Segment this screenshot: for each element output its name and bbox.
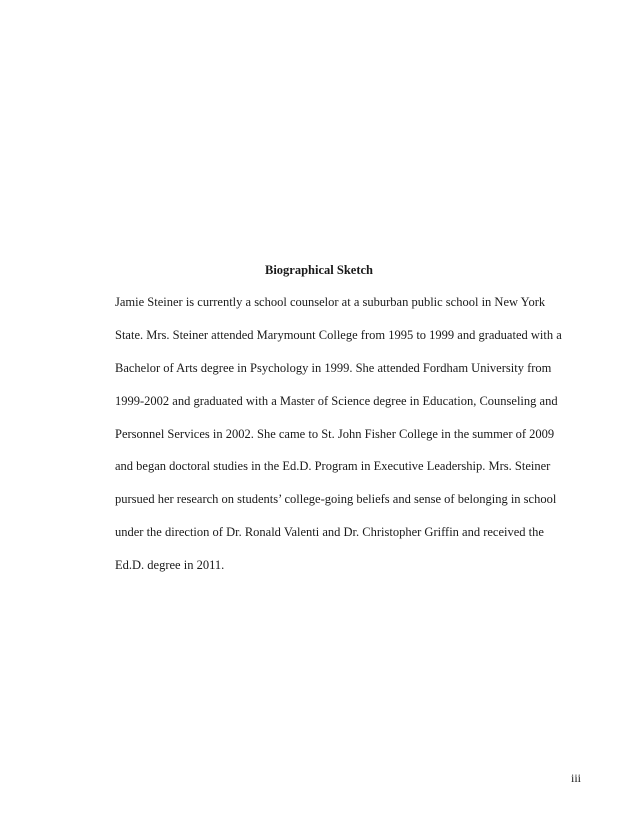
paragraph-line: pursued her research on students’ college-going beliefs and sense of belonging in school <box>115 492 557 507</box>
paragraph-line: under the direction of Dr. Ronald Valenti and Dr. Christopher Griffin and received the <box>115 525 544 540</box>
paragraph-line: Bachelor of Arts degree in Psychology in 1999. She attended Fordham University from <box>115 360 552 375</box>
paragraph-line: Ed.D. degree in 2011. <box>115 558 225 573</box>
paragraph-line: and began doctoral studies in the Ed.D. Program in Executive Leadership. Mrs. Steiner <box>115 459 551 474</box>
paragraph-line: State. Mrs. Steiner attended Marymount College from 1995 to 1999 and graduated with a <box>115 327 562 342</box>
biography-paragraph <box>115 294 575 590</box>
page-number: iii <box>570 771 581 785</box>
paragraph-line: Jamie Steiner is currently a school counselor at a suburban public school in New York <box>115 295 546 309</box>
page-title: Biographical Sketch <box>265 263 373 277</box>
paragraph-line: Personnel Services in 2002. She came to St. John Fisher College in the summer of 2009 <box>115 426 555 441</box>
paragraph-line: 1999-2002 and graduated with a Master of Science degree in Education, Counseling and <box>115 393 558 408</box>
